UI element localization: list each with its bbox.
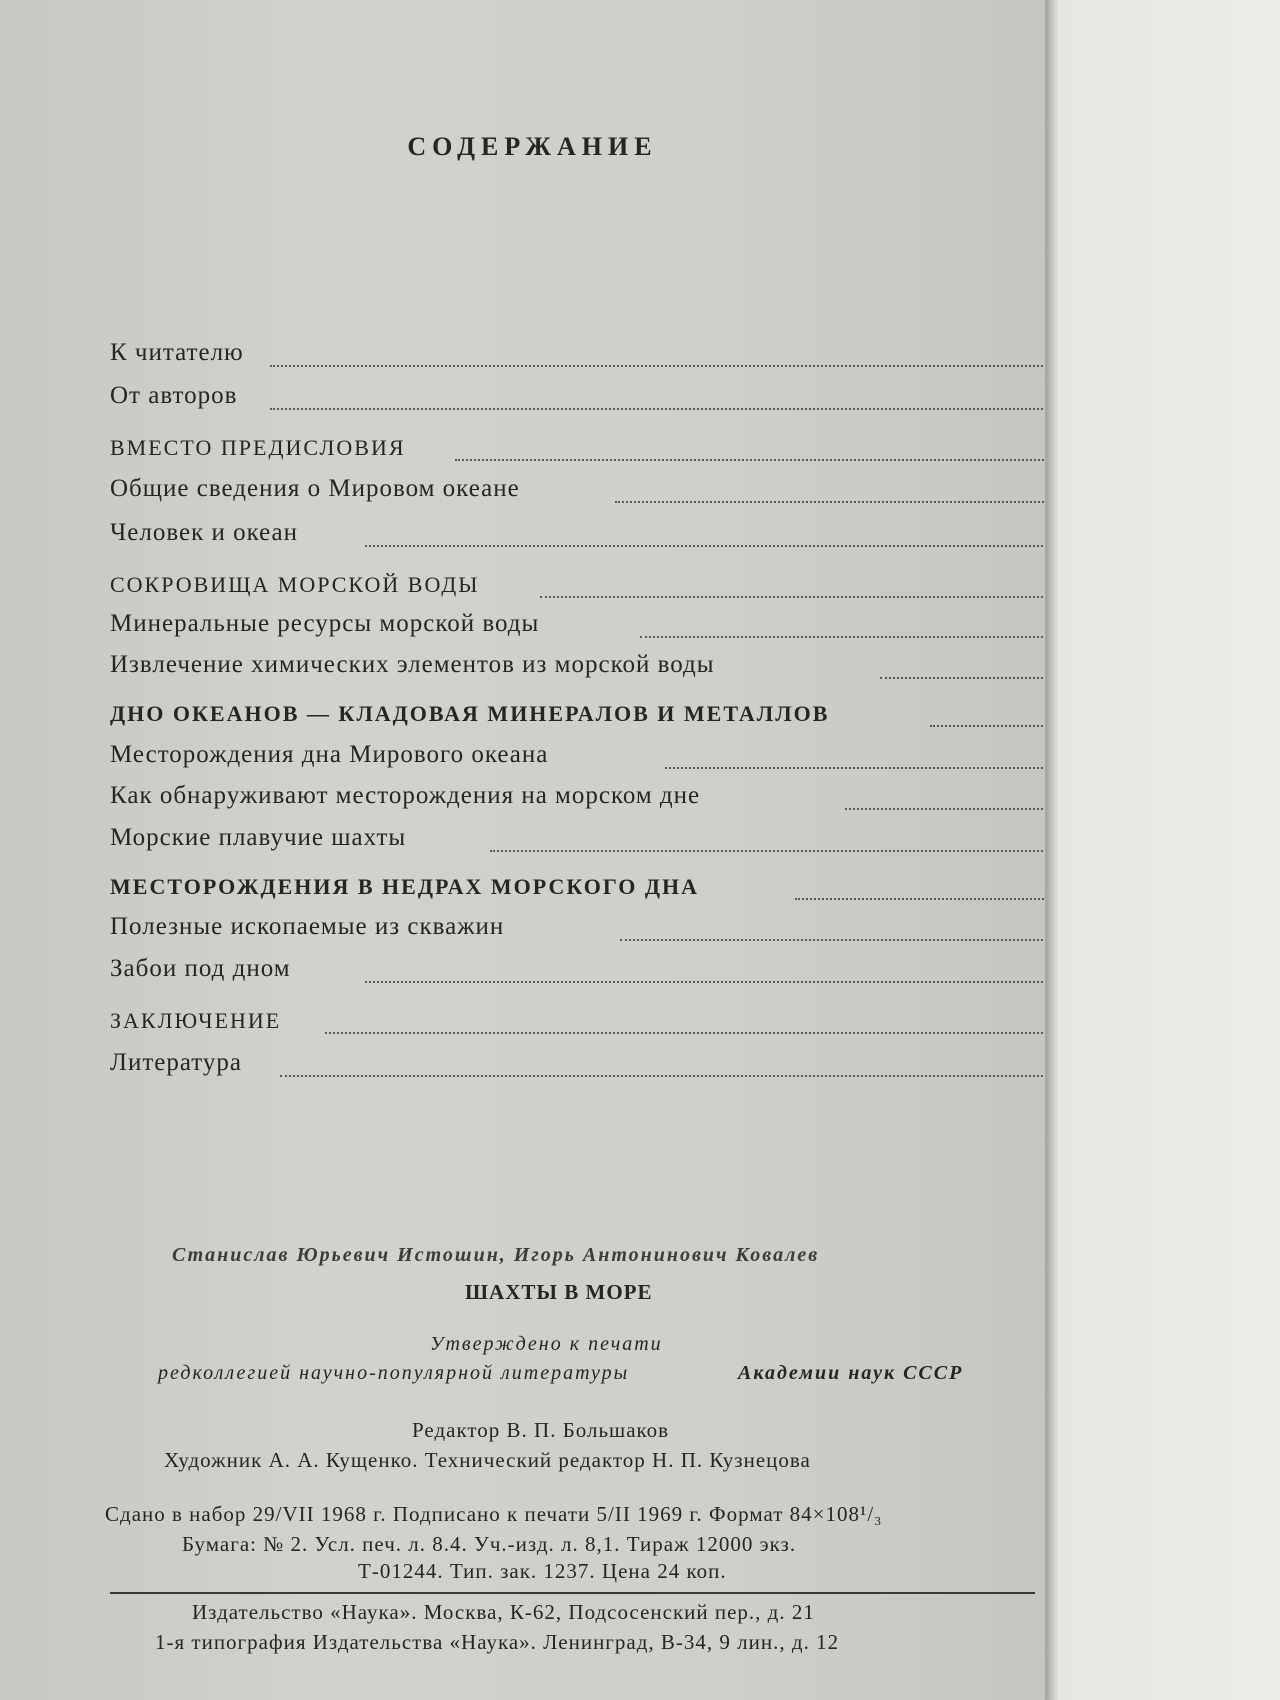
toc-leader-dots <box>365 543 1075 547</box>
toc-entry <box>110 376 1110 416</box>
toc-entry-label: СОКРОВИЩА МОРСКОЙ ВОДЫ <box>110 572 480 597</box>
publication-details: Т-01244. Тип. зак. 1237. Цена 24 коп. <box>358 1559 727 1583</box>
toc-entry-label: Минеральные ресурсы морской воды <box>110 610 540 637</box>
toc-entry-label: ВМЕСТО ПРЕДИСЛОВИЯ <box>110 435 406 460</box>
editor-credit: Редактор В. П. Большаков <box>412 1418 670 1442</box>
toc-leader-dots <box>270 406 1075 410</box>
toc-section-entry <box>110 427 1110 467</box>
toc-entry <box>110 1043 1110 1083</box>
toc-section-entry <box>110 1000 1110 1040</box>
printer-address: 1-я типография Издательства «Наука». Ленинград, В-34, 9 лин., д. 12 <box>155 1630 840 1654</box>
toc-entry <box>110 776 1110 816</box>
toc-leader-dots <box>455 457 1075 461</box>
toc-section-entry <box>110 564 1110 604</box>
toc-leader-dots <box>845 806 1075 810</box>
toc-entry-label: Общие сведения о Мировом океане <box>110 475 520 502</box>
toc-entry <box>110 333 1110 373</box>
toc-entry-label: Месторождения дна Мирового океана <box>110 741 549 768</box>
toc-leader-dots <box>615 499 1075 503</box>
toc-leader-dots <box>280 1073 1075 1077</box>
publisher-address: Издательство «Наука». Москва, К-62, Подсосенский пер., д. 21 <box>192 1600 815 1624</box>
toc-entry-label: К читателю <box>110 339 244 366</box>
toc-leader-dots <box>490 848 1075 852</box>
staff-credit: Художник А. А. Кущенко. Технический редактор Н. П. Кузнецова <box>164 1448 811 1472</box>
toc-leader-dots <box>640 634 1075 638</box>
toc-entry-label: От авторов <box>110 382 238 409</box>
toc-entry-label: Литература <box>110 1049 242 1076</box>
toc-leader-dots <box>620 937 1075 941</box>
book-authors: Станислав Юрьевич Истошин, Игорь Антонинович Ковалев <box>172 1244 820 1266</box>
toc-leader-dots <box>795 896 1075 900</box>
toc-entry-label: Морские плавучие шахты <box>110 824 407 851</box>
book-title: ШАХТЫ В МОРЕ <box>465 1280 653 1304</box>
toc-entry-label: ДНО ОКЕАНОВ — КЛАДОВАЯ МИНЕРАЛОВ И МЕТАЛЛОВ <box>110 701 830 726</box>
toc-entry-label: Как обнаруживают месторождения на морском дне <box>110 782 701 809</box>
toc-entry-label: Человек и океан <box>110 519 298 546</box>
toc-entry <box>110 818 1110 858</box>
divider <box>110 1592 1035 1594</box>
toc-section-entry <box>110 693 1110 733</box>
toc-leader-dots <box>665 765 1075 769</box>
approval-note: Утверждено к печати <box>430 1333 663 1355</box>
toc-entry-label: МЕСТОРОЖДЕНИЯ В НЕДРАХ МОРСКОГО ДНА <box>110 874 700 899</box>
publication-details: Сдано в набор 29/VII 1968 г. Подписано к печати 5/II 1969 г. Формат 84×108¹/₃ <box>105 1502 883 1526</box>
toc-entry <box>110 735 1110 775</box>
toc-leader-dots <box>365 979 1075 983</box>
toc-entry-label: Извлечение химических элементов из морской воды <box>110 651 715 678</box>
toc-leader-dots <box>325 1030 1075 1034</box>
toc-entry <box>110 907 1110 947</box>
approval-note: Академии наук СССР <box>738 1362 964 1384</box>
toc-entry-label: ЗАКЛЮЧЕНИЕ <box>110 1008 282 1033</box>
toc-title: СОДЕРЖАНИЕ <box>407 132 658 161</box>
toc-leader-dots <box>540 594 1075 598</box>
toc-section-entry <box>110 866 1110 906</box>
toc-entry <box>110 604 1110 644</box>
toc-leader-dots <box>270 363 1075 367</box>
toc-entry <box>110 949 1110 989</box>
toc-entry <box>110 645 1110 685</box>
toc-entry-label: Полезные ископаемые из скважин <box>110 913 505 940</box>
toc-entry <box>110 513 1110 553</box>
publication-details: Бумага: № 2. Усл. печ. л. 8.4. Уч.-изд. л. 8,1. Тираж 12000 экз. <box>182 1532 797 1556</box>
approval-note: редколлегией научно-популярной литературы <box>158 1362 630 1384</box>
page-edge <box>1045 0 1280 1700</box>
toc-entry <box>110 469 1110 509</box>
toc-entry-label: Забои под дном <box>110 955 291 982</box>
